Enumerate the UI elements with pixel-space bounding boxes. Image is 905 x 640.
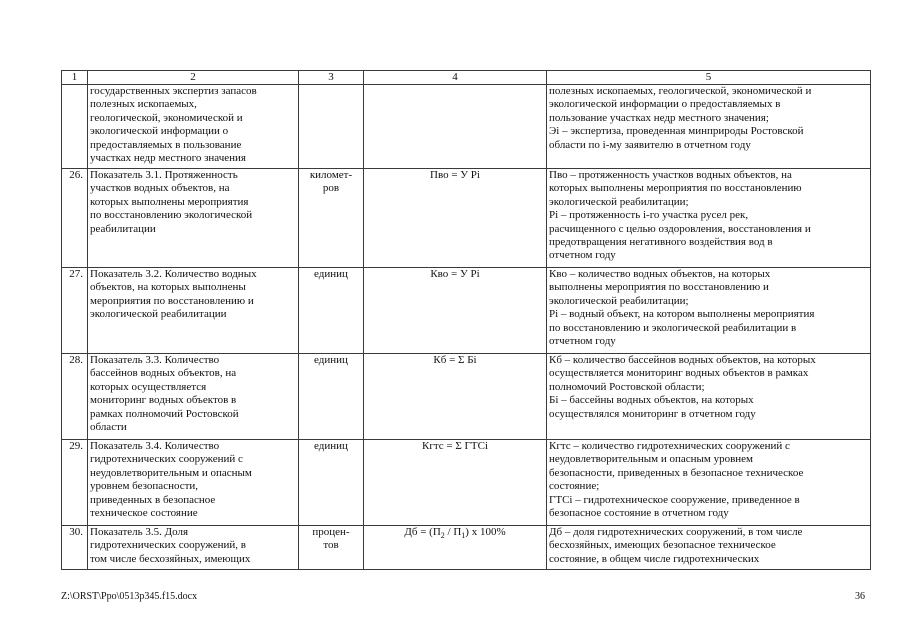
formula-description — [547, 440, 871, 526]
description-line: Дб – доля гидротехнических сооружений, в том числе — [549, 526, 803, 538]
indicator-name-line: геологической, экономической и — [90, 111, 243, 124]
footer-page-number: 36 — [855, 591, 865, 602]
header-row — [62, 71, 871, 85]
unit-of-measure — [299, 354, 364, 440]
description-line: расчищенного с целью оздоровления, восстановления и — [549, 222, 811, 235]
unit-line: единиц — [314, 354, 348, 366]
indicator-name-line: уровнем безопасности, — [90, 480, 199, 493]
table-row — [62, 169, 871, 268]
description-line: неудовлетворительным и опасным уровнем — [549, 453, 754, 466]
formula-description — [547, 526, 871, 570]
description-line: предотвращения негативного воздействия вод в — [549, 236, 773, 249]
indicator-name-line: бассейнов водных объектов, на — [90, 367, 237, 380]
unit-line: тов — [323, 539, 339, 552]
description-line: Рi – протяженность i-го участка русел рек, — [549, 209, 749, 222]
description-line: пользование участках недр местного значения; — [549, 111, 769, 124]
indicator-name-line: Показатель 3.1. Протяженность — [90, 169, 238, 181]
unit-line: ров — [322, 182, 340, 195]
indicator-name-line: приведенных в безопасное — [90, 493, 216, 506]
table-row — [62, 268, 871, 354]
indicator-name-line: Показатель 3.3. Количество — [90, 354, 220, 366]
description-line: экологической информации о предоставляемых в — [549, 98, 781, 111]
unit-line: километ- — [309, 169, 353, 181]
formula: Дб = $(П_2 / П_1)$ х 100% — [364, 526, 547, 570]
indicator-name-line: рамках полномочий Ростовской — [90, 407, 239, 420]
row-number: 28. — [62, 354, 88, 440]
indicators-table — [61, 70, 871, 570]
description-line: полномочий Ростовской области; — [549, 380, 705, 393]
description-line: которых выполнены мероприятия по восстановлению — [549, 182, 802, 195]
indicator-name-line: мероприятия по восстановлению и — [90, 294, 254, 307]
unit-line: процен- — [312, 526, 350, 538]
unit-of-measure — [299, 169, 364, 268]
description-line: отчетном году — [549, 335, 616, 348]
indicator-name-line: экологической информации о — [90, 125, 229, 138]
unit-of-measure — [299, 526, 364, 570]
formula: Кво = У Рi — [364, 268, 547, 354]
indicator-name-line: Показатель 3.5. Доля — [90, 526, 189, 538]
row-number — [62, 85, 88, 169]
formula: Кб = Σ Бi — [364, 354, 547, 440]
description-line: осуществляется мониторинг водных объектов в рамках — [549, 367, 809, 380]
row-number: 26. — [62, 169, 88, 268]
formula-description — [547, 354, 871, 440]
description-line: состояние; — [549, 480, 600, 493]
indicator-name-line: мониторинг водных объектов в — [90, 394, 237, 407]
header-col-1: 1 — [62, 71, 88, 85]
indicator-name-line: которых выполнены мероприятия — [90, 195, 249, 208]
header-col-2: 2 — [88, 71, 299, 85]
description-line: экологической реабилитации; — [549, 195, 689, 208]
row-number: 27. — [62, 268, 88, 354]
header-col-3: 3 — [299, 71, 364, 85]
description-line: Кво – количество водных объектов, на которых — [549, 268, 771, 280]
description-line: экологической реабилитации; — [549, 294, 689, 307]
table-row — [62, 440, 871, 526]
formula-description — [547, 169, 871, 268]
unit-of-measure — [299, 440, 364, 526]
indicator-name-line: участках недр местного значения — [90, 152, 246, 165]
indicator-name — [88, 85, 299, 169]
indicator-name — [88, 354, 299, 440]
header-col-4: 4 — [364, 71, 547, 85]
indicator-name-line: экологической реабилитации — [90, 308, 227, 321]
unit-line: единиц — [314, 268, 348, 280]
unit-of-measure — [299, 268, 364, 354]
description-line: безопасное состояние в отчетном году — [549, 507, 729, 520]
indicator-name-line: Показатель 3.2. Количество водных — [90, 268, 257, 280]
description-line: отчетном году — [549, 249, 616, 262]
indicator-name-line: участков водных объектов, на — [90, 182, 230, 195]
indicator-name — [88, 526, 299, 570]
unit-of-measure — [299, 85, 364, 169]
table-row — [62, 85, 871, 169]
indicator-name-line: области — [90, 421, 127, 434]
description-line: Бi – бассейны водных объектов, на которых — [549, 394, 754, 407]
table-row — [62, 526, 871, 570]
indicator-name-line: техническое состояние — [90, 507, 198, 520]
description-line: по восстановлению и экологической реабилитации в — [549, 321, 797, 334]
description-line: полезных ископаемых, геологической, экономической и — [549, 85, 812, 97]
indicator-name-line: том числе бесхозяйных, имеющих — [90, 552, 251, 565]
description-line: ГТСi – гидротехническое сооружение, приведенное в — [549, 493, 800, 506]
description-line: состояние, в общем числе гидротехнических — [549, 552, 760, 565]
footer-file-path: Z:\ORST\Ppo\0513p345.f15.docx — [61, 591, 198, 602]
description-line: выполнены мероприятия по восстановлению и — [549, 281, 769, 294]
row-number: 30. — [62, 526, 88, 570]
unit-line: единиц — [314, 440, 348, 452]
formula-description — [547, 268, 871, 354]
indicator-name-line: гидротехнических сооружений с — [90, 453, 243, 466]
row-number: 29. — [62, 440, 88, 526]
description-line: Пво – протяженность участков водных объектов, на — [549, 169, 792, 181]
indicator-name — [88, 268, 299, 354]
description-line: Эi – экспертиза, проведенная минприроды Ростовской — [549, 125, 804, 138]
description-line: бесхозяйных, имеющих безопасное техническое — [549, 539, 776, 552]
indicator-name — [88, 169, 299, 268]
formula: Кгтс = Σ ГТСi — [364, 440, 547, 526]
description-line: Рi – водный объект, на котором выполнены мероприятия — [549, 308, 815, 321]
formula: Пво = У Рi — [364, 169, 547, 268]
description-line: Кгтс – количество гидротехнических сооружений с — [549, 440, 790, 452]
description-line: Кб – количество бассейнов водных объектов, на которых — [549, 354, 816, 366]
indicator-name-line: объектов, на которых выполнены — [90, 281, 246, 294]
indicator-name-line: неудовлетворительным и опасным — [90, 466, 252, 479]
indicator-name-line: полезных ископаемых, — [90, 98, 197, 111]
indicator-name-line: реабилитации — [90, 222, 156, 235]
header-col-5: 5 — [547, 71, 871, 85]
indicator-name-line: которых осуществляется — [90, 380, 207, 393]
indicator-name-line: Показатель 3.4. Количество — [90, 440, 220, 452]
indicator-name — [88, 440, 299, 526]
indicator-name-line: гидротехнических сооружений, в — [90, 539, 247, 552]
indicator-name-line: государственных экспертиз запасов — [90, 85, 257, 97]
indicator-name-line: предоставляемых в пользование — [90, 138, 242, 151]
description-line: безопасности, приведенных в безопасное техническое — [549, 466, 804, 479]
description-line: осуществлялся мониторинг в отчетном году — [549, 407, 756, 420]
description-line: области по i-му заявителю в отчетном году — [549, 138, 751, 151]
formula-description — [547, 85, 871, 169]
formula — [364, 85, 547, 169]
table-row — [62, 354, 871, 440]
indicator-name-line: по восстановлению экологической — [90, 209, 253, 222]
